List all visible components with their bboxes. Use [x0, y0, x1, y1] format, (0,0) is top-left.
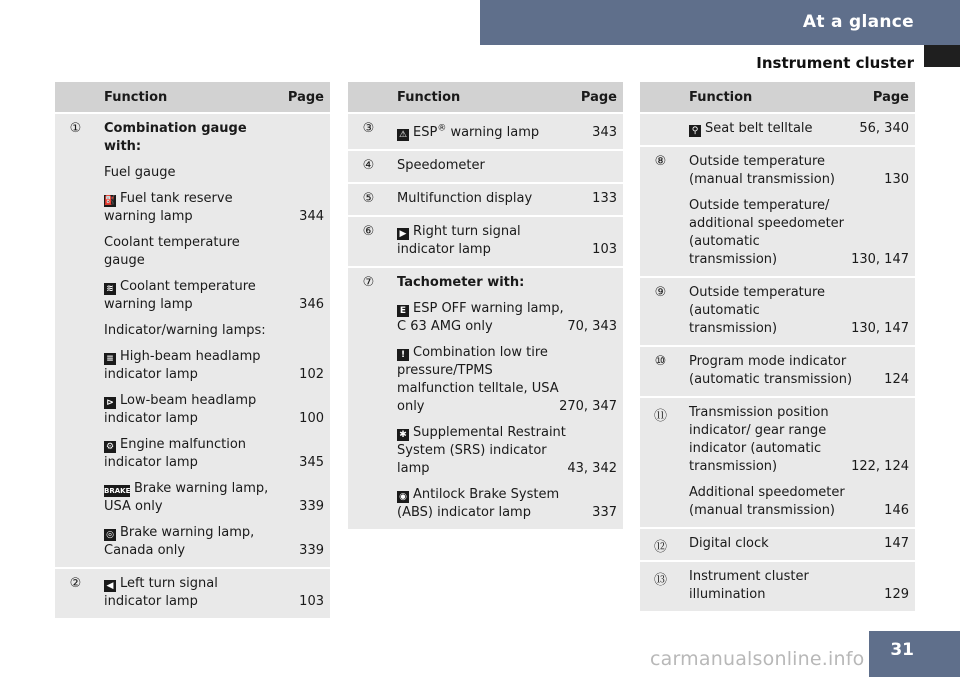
- page-ref: 100: [299, 411, 324, 426]
- page-ref: 129: [884, 587, 909, 602]
- airbag-icon: ✱: [397, 429, 409, 441]
- table-row: [348, 267, 623, 529]
- page-ref: 43, 342: [567, 461, 617, 477]
- list-item: [397, 190, 617, 208]
- page-ref: 130, 147: [851, 252, 909, 267]
- page-number-box: [869, 631, 960, 677]
- item-number: ④: [362, 158, 375, 174]
- page-ref: 103: [299, 594, 324, 609]
- column-header-function: Function: [96, 82, 284, 113]
- list-item: [689, 284, 909, 338]
- item-number: ⑫: [653, 540, 667, 555]
- function-text: ESP OFF warning lamp, C 63 AMG only: [397, 301, 564, 335]
- function-text: Engine malfunction indicator lamp: [104, 437, 247, 470]
- page-ref: 337: [592, 505, 617, 521]
- item-number: ⑨: [654, 285, 667, 300]
- page-ref: 124: [884, 372, 909, 387]
- brake-circle-icon: ◎: [104, 529, 116, 541]
- brake-icon: BRAKE: [104, 487, 131, 495]
- item-number: ②: [69, 576, 82, 591]
- function-text: Program mode indicator (automatic transmission): [689, 354, 853, 387]
- table-body: [640, 113, 915, 611]
- esp-icon: ⚠: [398, 130, 408, 141]
- list-item: [689, 404, 909, 476]
- item-number: ⑦: [362, 275, 375, 291]
- item-number: ⑬: [653, 573, 667, 588]
- coolant-temp-icon: ≋: [104, 283, 116, 295]
- table-row: [55, 113, 330, 568]
- list-item: [397, 120, 617, 142]
- column-header-page: Page: [869, 82, 915, 113]
- item-number: ⑤: [362, 191, 375, 207]
- function-text: Multifunction display: [397, 191, 533, 207]
- column-header-function: Function: [389, 82, 577, 113]
- function-text: Speedometer: [397, 158, 485, 174]
- function-text: Tachometer with:: [397, 275, 525, 291]
- function-text: Supplemental Restraint System (SRS) indicator lamp: [397, 425, 566, 477]
- function-text: Digital clock: [689, 536, 769, 551]
- page-ref: 103: [592, 242, 617, 258]
- table-row: [348, 150, 623, 183]
- thumb-marker: [924, 45, 960, 67]
- list-item: [397, 424, 617, 478]
- function-text: ESP® warning lamp: [413, 124, 540, 141]
- table-body: [348, 113, 623, 529]
- function-text: Seat belt telltale: [705, 121, 813, 136]
- table-row: [640, 277, 915, 346]
- list-item: [104, 348, 324, 384]
- item-number: ⑧: [654, 154, 667, 169]
- list-item: [689, 120, 909, 138]
- function-text: Instrument cluster illumination: [689, 569, 809, 602]
- engine-icon: ⚙: [105, 442, 115, 452]
- list-item: [689, 197, 909, 269]
- item-number: ⑥: [362, 224, 375, 240]
- function-text: Antilock Brake System (ABS) indicator lamp: [397, 487, 560, 521]
- page-ref: 339: [299, 543, 324, 558]
- list-item: [689, 484, 909, 520]
- page-ref: 56, 340: [859, 121, 909, 136]
- list-item: [104, 278, 324, 314]
- function-text: Combination gauge with:: [104, 121, 247, 154]
- function-text: Outside temperature (automatic transmission): [689, 285, 826, 336]
- function-table-2: [348, 82, 623, 529]
- table-row: [640, 528, 915, 561]
- page-ref: 346: [299, 297, 324, 312]
- list-item: [104, 575, 324, 611]
- list-item: [397, 157, 617, 175]
- item-number: ⑩: [654, 354, 667, 369]
- table-row: [640, 113, 915, 146]
- page-ref: 130, 147: [851, 321, 909, 336]
- high-beam-icon: ≡: [104, 353, 116, 365]
- table-row: [640, 397, 915, 528]
- function-text: High-beam headlamp indicator lamp: [104, 349, 261, 382]
- page-ref: 146: [884, 503, 909, 518]
- abs-icon: ◉: [397, 491, 409, 503]
- page-ref: 344: [299, 209, 324, 224]
- function-text: Brake warning lamp, USA only: [104, 481, 269, 514]
- item-number: ①: [69, 121, 82, 136]
- column-header-page: Page: [284, 82, 330, 113]
- table-row: [640, 346, 915, 397]
- item-number: ③: [362, 121, 375, 136]
- function-table-1: [55, 82, 330, 618]
- function-text: Coolant temperature warning lamp: [104, 279, 256, 312]
- page-number: 31: [890, 640, 914, 660]
- low-beam-icon: ⊳: [104, 397, 116, 409]
- page-ref: 339: [299, 499, 324, 514]
- function-text: Outside temperature (manual transmission): [689, 154, 836, 187]
- function-text: Brake warning lamp, Canada only: [104, 525, 255, 558]
- column-header-page: Page: [577, 82, 623, 113]
- list-item: [104, 234, 324, 270]
- left-arrow-icon: ◀: [104, 580, 116, 592]
- list-item: [397, 344, 617, 416]
- list-item: [104, 164, 324, 182]
- page-ref: 345: [299, 455, 324, 470]
- page-ref: 147: [884, 536, 909, 551]
- function-text: Coolant temperature gauge: [104, 235, 240, 268]
- list-item: [104, 322, 324, 340]
- function-text: Low-beam headlamp indicator lamp: [104, 393, 257, 426]
- table-body: [55, 113, 330, 618]
- table-row: [640, 146, 915, 277]
- function-text: Outside temperature/ additional speedometer (automatic transmission): [689, 198, 845, 267]
- list-item: [689, 153, 909, 189]
- list-item: [689, 353, 909, 389]
- list-item: [397, 486, 617, 522]
- table-row: [348, 216, 623, 267]
- column-header-function: Function: [681, 82, 869, 113]
- function-text: Indicator/warning lamps:: [104, 323, 266, 338]
- subsection-title: Instrument cluster: [756, 54, 914, 72]
- seat-belt-icon: ⚲: [689, 125, 701, 137]
- list-item: [397, 300, 617, 336]
- watermark: carmanualsonline.info: [650, 648, 865, 670]
- list-item: [104, 524, 324, 560]
- list-item: [689, 568, 909, 604]
- function-table-3: [640, 82, 915, 611]
- item-number: ⑪: [653, 409, 667, 424]
- function-text: Additional speedometer (manual transmission): [689, 485, 845, 518]
- table-row: [640, 561, 915, 611]
- function-text: Right turn signal indicator lamp: [397, 224, 521, 258]
- table-row: [348, 183, 623, 216]
- page-ref: 122, 124: [851, 459, 909, 474]
- page-ref: 70, 343: [567, 319, 617, 335]
- function-text: Combination low tire pressure/TPMS malfunction telltale, USA only: [397, 345, 559, 415]
- page-ref: 130: [884, 172, 909, 187]
- list-item: [689, 535, 909, 553]
- function-text: Transmission position indicator/ gear range indicator (automatic transmission): [689, 405, 829, 474]
- esp-off-icon: E: [397, 305, 409, 317]
- fuel-pump-icon: ⛽: [104, 196, 116, 206]
- function-text: Fuel tank reserve warning lamp: [104, 191, 233, 224]
- page-ref: 133: [592, 191, 617, 207]
- list-item: [104, 190, 324, 226]
- page-ref: 102: [299, 367, 324, 382]
- page-ref: 343: [592, 125, 617, 141]
- list-item: [397, 223, 617, 259]
- table-row: [55, 568, 330, 618]
- table-row: [348, 113, 623, 150]
- tire-pressure-icon: !: [397, 349, 409, 361]
- list-item: [104, 120, 324, 156]
- section-title: At a glance: [802, 12, 914, 32]
- list-item: [397, 274, 617, 292]
- function-text: Left turn signal indicator lamp: [104, 576, 218, 609]
- list-item: [104, 480, 324, 516]
- function-text: Fuel gauge: [104, 165, 176, 180]
- right-arrow-icon: ▶: [397, 228, 409, 240]
- list-item: [104, 392, 324, 428]
- list-item: [104, 436, 324, 472]
- page-ref: 270, 347: [559, 399, 617, 415]
